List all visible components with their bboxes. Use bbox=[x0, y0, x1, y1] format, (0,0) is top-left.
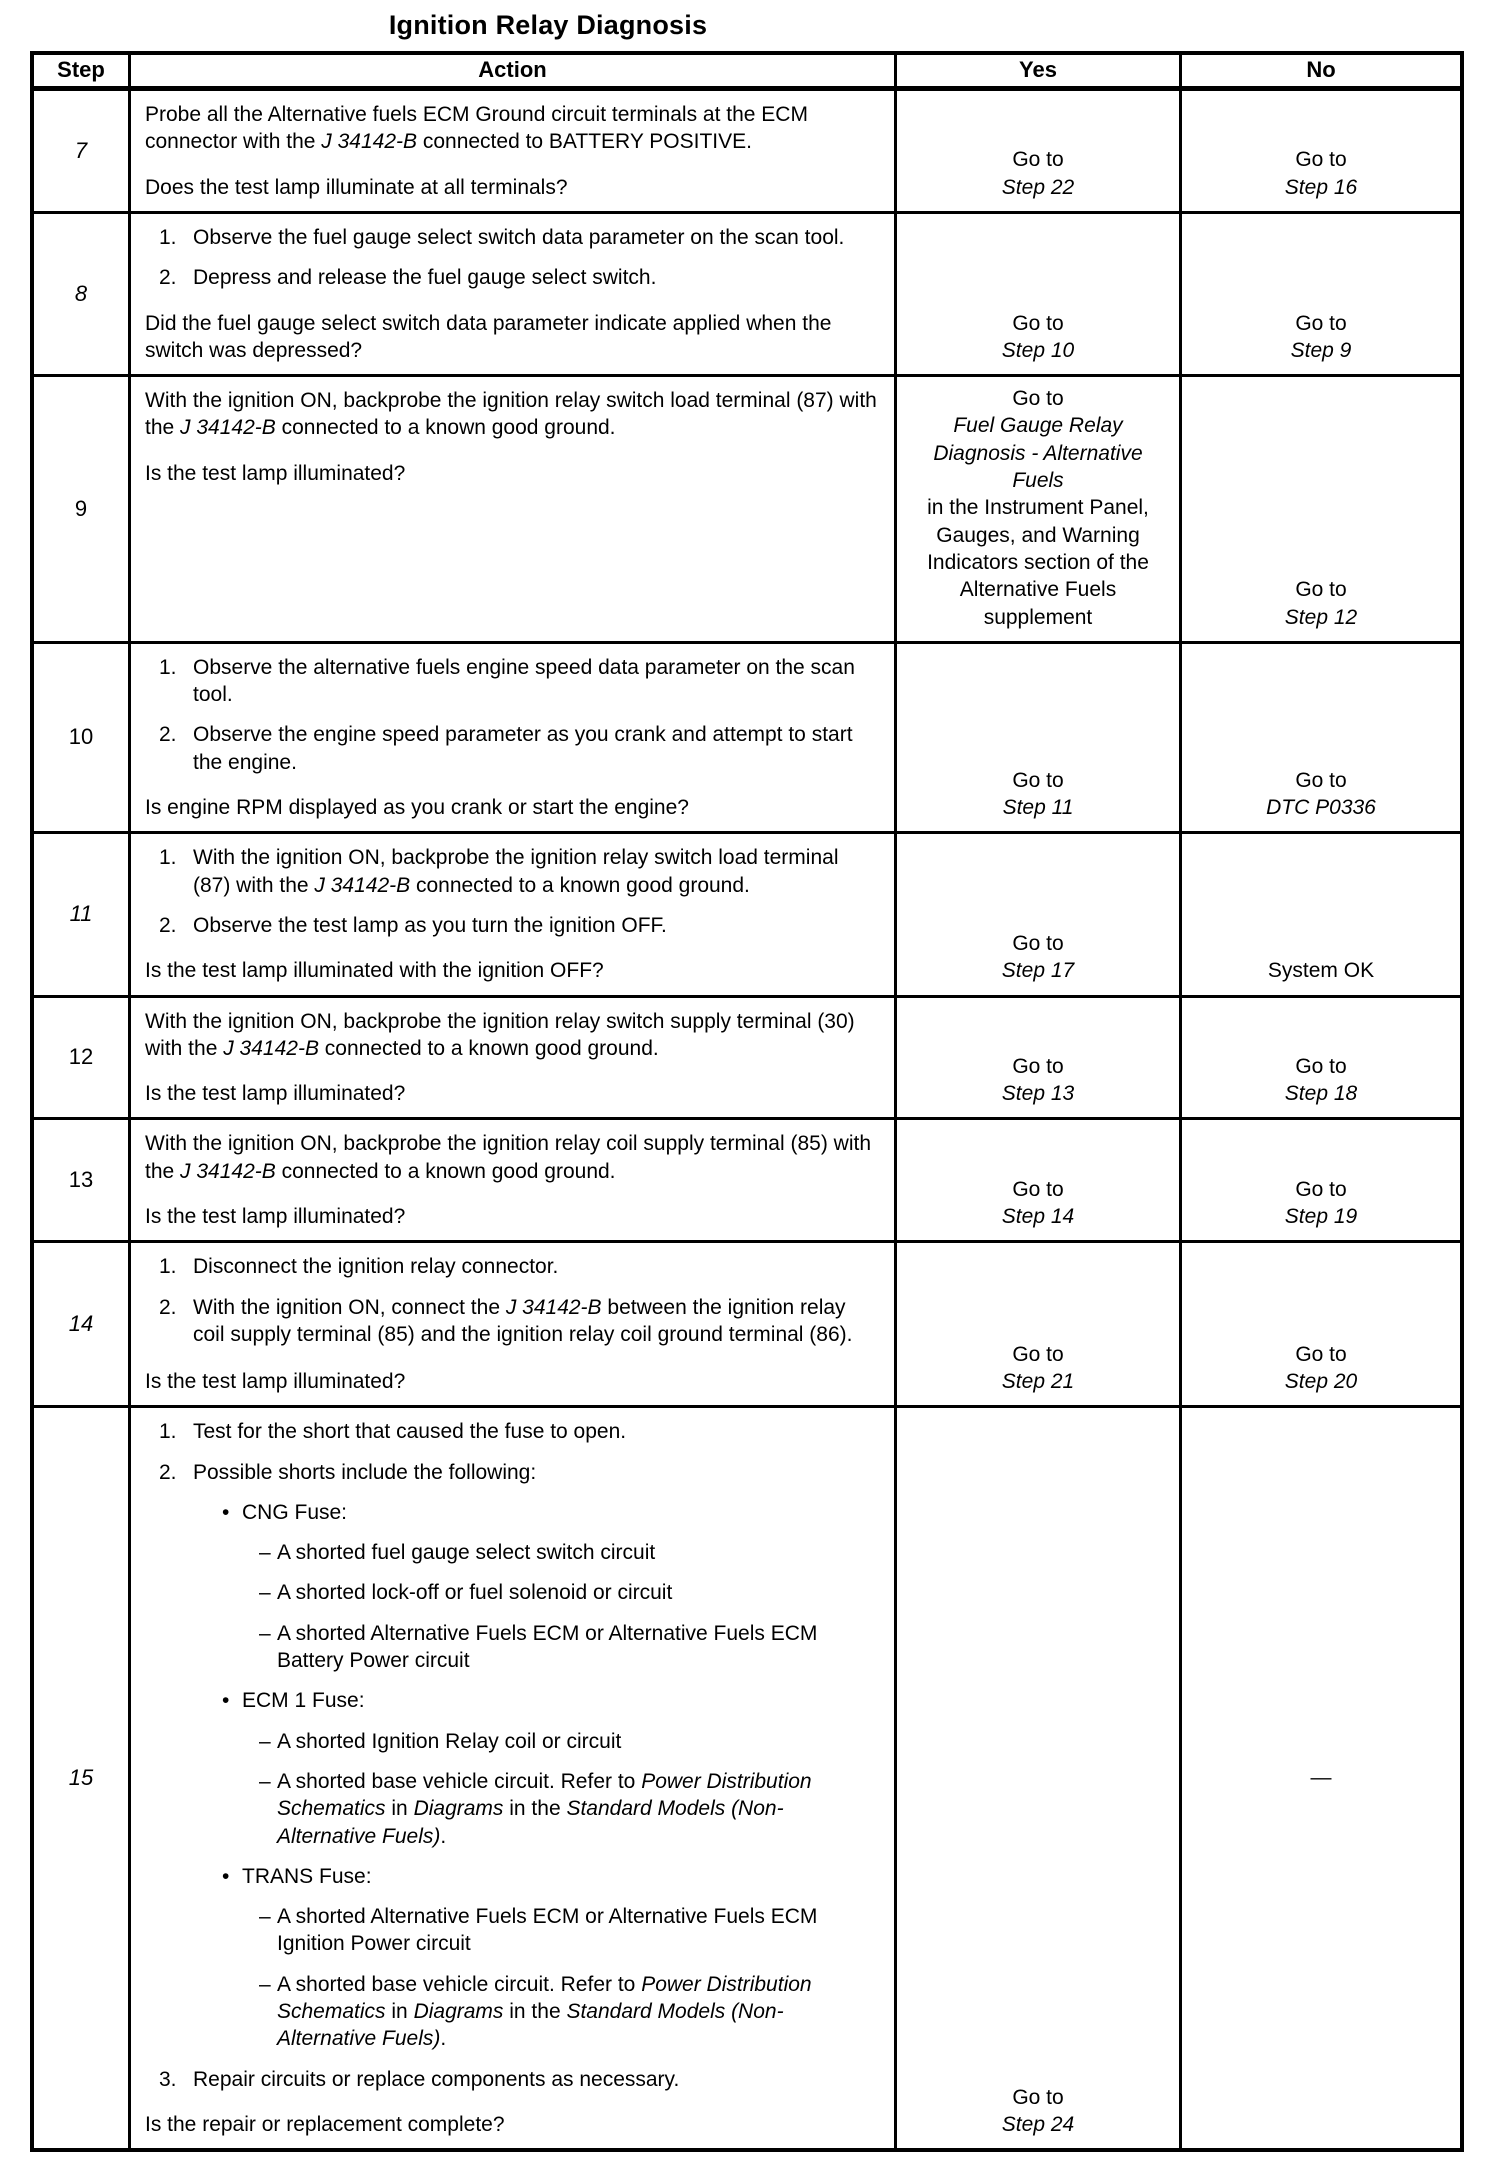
text-segment: connected to a known good ground. bbox=[275, 1159, 616, 1183]
block-text bbox=[193, 844, 880, 899]
text-segment: . bbox=[440, 1824, 447, 1848]
block-text bbox=[277, 1728, 880, 1755]
dash-icon: – bbox=[259, 1729, 271, 1753]
item-number: 1. bbox=[159, 846, 177, 870]
action-cell bbox=[131, 834, 897, 997]
text-segment: Go to bbox=[1295, 1054, 1347, 1078]
text-segment: Observe the engine speed parameter as you crank and attempt to start the engine. bbox=[193, 723, 853, 774]
step-number: 10 bbox=[34, 644, 131, 834]
text-segment: Go to bbox=[1012, 1342, 1064, 1366]
action-block-item bbox=[159, 844, 880, 899]
text-segment: Fuel Gauge Relay Diagnosis - Alternative Fuels bbox=[933, 414, 1143, 493]
bullet-icon: • bbox=[222, 1500, 230, 1524]
text-segment: in bbox=[385, 1797, 414, 1821]
text-segment: J 34142-B bbox=[180, 416, 276, 440]
text-segment: A shorted Alternative Fuels ECM or Alternative Fuels ECM Battery Power circuit bbox=[277, 1621, 818, 1673]
block-text bbox=[193, 2066, 880, 2093]
block-text bbox=[193, 264, 880, 291]
action-cell bbox=[131, 998, 897, 1121]
question-text: Is the repair or replacement complete? bbox=[145, 2112, 505, 2136]
text-segment: Diagrams bbox=[413, 2000, 504, 2024]
text-segment: With the ignition ON, backprobe the ignition relay switch load terminal (87) with the bbox=[145, 389, 877, 440]
action-block-item bbox=[159, 2066, 880, 2093]
action-block-bullet bbox=[222, 1863, 880, 1890]
block-text bbox=[193, 1418, 880, 1445]
action-block-item bbox=[159, 1418, 880, 1445]
no-cell bbox=[1182, 1408, 1460, 2148]
text-segment: Disconnect the ignition relay connector. bbox=[193, 1255, 559, 1279]
col-header-no: No bbox=[1182, 55, 1460, 91]
action-block-dash bbox=[259, 1539, 880, 1566]
item-number: 1. bbox=[159, 225, 177, 249]
text-segment: Step 24 bbox=[1001, 2112, 1075, 2136]
diagnosis-table bbox=[30, 51, 1464, 2152]
page-title: Ignition Relay Diagnosis bbox=[388, 10, 708, 40]
block-text bbox=[277, 1539, 880, 1566]
no-cell bbox=[1182, 834, 1460, 997]
text-segment: Repair circuits or replace components as necessary. bbox=[193, 2067, 680, 2091]
text-segment: connected to a known good ground. bbox=[318, 1036, 659, 1060]
yes-cell bbox=[897, 644, 1182, 834]
block-text bbox=[277, 1971, 880, 2053]
question-text: Does the test lamp illuminate at all terminals? bbox=[145, 175, 568, 199]
text-segment: Go to bbox=[1012, 148, 1064, 172]
text-segment: A shorted lock-off or fuel solenoid or circuit bbox=[277, 1581, 673, 1605]
text-segment: Step 11 bbox=[1002, 796, 1074, 820]
no-cell bbox=[1182, 1120, 1460, 1243]
text-segment: A shorted Alternative Fuels ECM or Alternative Fuels ECM Ignition Power circuit bbox=[277, 1905, 818, 1956]
text-segment: Go to bbox=[1012, 1054, 1064, 1078]
block-text bbox=[193, 654, 880, 709]
block-text bbox=[193, 224, 880, 251]
text-segment: Step 21 bbox=[1001, 1370, 1075, 1393]
text-segment: Step 12 bbox=[1284, 605, 1358, 629]
yes-cell bbox=[897, 377, 1182, 644]
text-segment: Go to bbox=[1012, 311, 1064, 335]
text-segment: between the ignition relay coil supply terminal (85) and the ignition relay coil ground terminal (86). bbox=[193, 1295, 853, 1346]
item-number: 1. bbox=[159, 1255, 177, 1279]
item-number: 1. bbox=[159, 655, 177, 679]
text-segment: Possible shorts include the following: bbox=[193, 1460, 537, 1484]
dash-icon: – bbox=[259, 1972, 271, 1996]
text-segment: Step 14 bbox=[1001, 1205, 1075, 1228]
action-block-item bbox=[159, 654, 880, 709]
action-block-dash bbox=[259, 1620, 880, 1675]
text-segment: connected to a known good ground. bbox=[275, 416, 616, 440]
question-text: Is the test lamp illuminated? bbox=[145, 1082, 406, 1106]
step-number: 14 bbox=[34, 1243, 131, 1408]
item-number: 2. bbox=[159, 723, 177, 747]
question-text: Is engine RPM displayed as you crank or start the engine? bbox=[145, 796, 689, 820]
text-segment: — bbox=[1310, 1765, 1332, 1789]
action-block-dash bbox=[259, 1579, 880, 1606]
text-segment: J 34142-B bbox=[505, 1295, 602, 1319]
text-segment: Test for the short that caused the fuse to open. bbox=[193, 1420, 627, 1444]
block-text bbox=[193, 1253, 880, 1280]
action-block-dash bbox=[259, 1768, 880, 1850]
text-segment: CNG Fuse: bbox=[242, 1500, 348, 1524]
step-number: 9 bbox=[34, 377, 131, 644]
text-segment: Step 13 bbox=[1001, 1082, 1075, 1106]
text-segment: J 34142-B bbox=[321, 130, 417, 154]
text-segment: ECM 1 Fuse: bbox=[242, 1689, 365, 1713]
question-text: Is the test lamp illuminated? bbox=[145, 461, 406, 485]
text-segment: Depress and release the fuel gauge select switch. bbox=[193, 266, 657, 290]
action-block-item bbox=[159, 1459, 880, 1486]
step-number: 15 bbox=[34, 1408, 131, 2148]
text-segment: Standard Models (Non-Alternative Fuels) bbox=[277, 1797, 784, 1848]
text-segment: Step 19 bbox=[1284, 1205, 1358, 1228]
yes-cell bbox=[897, 834, 1182, 997]
text-segment: A shorted base vehicle circuit. Refer to bbox=[277, 1972, 642, 1996]
no-cell bbox=[1182, 644, 1460, 834]
dash-icon: – bbox=[259, 1541, 271, 1565]
text-segment: Standard Models (Non-Alternative Fuels) bbox=[277, 2000, 784, 2051]
action-block-dash bbox=[259, 1971, 880, 2053]
yes-cell bbox=[897, 1243, 1182, 1408]
col-header-yes: Yes bbox=[897, 55, 1182, 91]
text-segment: Step 16 bbox=[1284, 175, 1358, 199]
yes-cell bbox=[897, 998, 1182, 1121]
col-header-action: Action bbox=[131, 55, 897, 91]
step-number: 13 bbox=[34, 1120, 131, 1243]
action-cell bbox=[131, 91, 897, 214]
text-segment: in bbox=[385, 2000, 414, 2024]
text-segment: Observe the test lamp as you turn the ignition OFF. bbox=[193, 913, 667, 937]
question-text: Is the test lamp illuminated? bbox=[145, 1370, 406, 1393]
no-cell bbox=[1182, 1243, 1460, 1408]
bullet-icon: • bbox=[222, 1864, 230, 1888]
step-number: 7 bbox=[34, 91, 131, 214]
text-segment: With the ignition ON, backprobe the ignition relay coil supply terminal (85) with the bbox=[145, 1132, 872, 1183]
item-number: 1. bbox=[159, 1420, 177, 1444]
action-cell bbox=[131, 1408, 897, 2148]
text-segment: With the ignition ON, backprobe the ignition relay switch load terminal (87) with the bbox=[193, 846, 839, 897]
text-segment: . bbox=[440, 2027, 447, 2051]
block-text bbox=[277, 1768, 880, 1850]
text-segment: Step 20 bbox=[1284, 1370, 1358, 1393]
text-segment: J 34142-B bbox=[223, 1036, 319, 1060]
text-segment: Step 10 bbox=[1001, 338, 1075, 362]
text-segment: in the Instrument Panel, Gauges, and Warning Indicators section of the Alternative Fuels supplement bbox=[927, 496, 1149, 629]
no-cell bbox=[1182, 998, 1460, 1121]
block-text bbox=[242, 1687, 880, 1714]
action-block-bullet bbox=[222, 1687, 880, 1714]
item-number: 2. bbox=[159, 913, 177, 937]
text-segment: Go to bbox=[1295, 1177, 1347, 1201]
block-text bbox=[242, 1863, 880, 1890]
dash-icon: – bbox=[259, 1621, 271, 1645]
step-number: 11 bbox=[34, 834, 131, 997]
question-text: Is the test lamp illuminated? bbox=[145, 1205, 406, 1228]
action-block-para bbox=[145, 387, 880, 442]
text-segment: DTC P0336 bbox=[1266, 796, 1376, 820]
text-segment: Go to bbox=[1012, 768, 1064, 792]
text-segment: Go to bbox=[1295, 311, 1347, 335]
text-segment: in the bbox=[503, 1797, 567, 1821]
block-text bbox=[193, 1459, 880, 1486]
no-cell bbox=[1182, 214, 1460, 377]
block-text bbox=[193, 912, 880, 939]
text-segment: Power Distribution Schematics bbox=[277, 1769, 812, 1821]
action-block-para bbox=[145, 1130, 880, 1185]
block-text bbox=[242, 1499, 880, 1526]
step-number: 12 bbox=[34, 998, 131, 1121]
text-segment: connected to BATTERY POSITIVE. bbox=[417, 130, 752, 154]
text-segment: Go to bbox=[1012, 2085, 1064, 2109]
text-segment: Observe the alternative fuels engine speed data parameter on the scan tool. bbox=[193, 655, 855, 707]
text-segment: System OK bbox=[1267, 959, 1375, 983]
block-text bbox=[193, 1294, 880, 1349]
action-block-item bbox=[159, 1294, 880, 1349]
text-segment: in the bbox=[503, 2000, 567, 2024]
action-cell bbox=[131, 214, 897, 377]
yes-cell bbox=[897, 214, 1182, 377]
item-number: 2. bbox=[159, 1295, 177, 1319]
question-text: Is the test lamp illuminated with the ignition OFF? bbox=[145, 959, 604, 983]
action-block-para bbox=[145, 1008, 880, 1063]
action-cell bbox=[131, 644, 897, 834]
text-segment: A shorted base vehicle circuit. Refer to bbox=[277, 1769, 642, 1793]
action-block-para bbox=[145, 101, 880, 156]
text-segment: A shorted fuel gauge select switch circuit bbox=[277, 1541, 656, 1565]
text-segment: Step 22 bbox=[1001, 175, 1075, 199]
text-segment: Go to bbox=[1295, 578, 1347, 602]
text-segment: Go to bbox=[1295, 148, 1347, 172]
action-block-item bbox=[159, 1253, 880, 1280]
text-segment: With the ignition ON, backprobe the ignition relay switch supply terminal (30) with the bbox=[145, 1009, 855, 1060]
text-segment: connected to a known good ground. bbox=[410, 873, 750, 897]
action-block-item bbox=[159, 912, 880, 939]
text-segment: Observe the fuel gauge select switch data parameter on the scan tool. bbox=[193, 225, 845, 249]
text-segment: Probe all the Alternative fuels ECM Ground circuit terminals at the ECM connector with the bbox=[145, 103, 808, 154]
document-page bbox=[30, 8, 1504, 2152]
question-text: Did the fuel gauge select switch data parameter indicate applied when the switch was depressed? bbox=[145, 311, 832, 362]
yes-cell bbox=[897, 91, 1182, 214]
no-cell bbox=[1182, 91, 1460, 214]
action-block-item bbox=[159, 224, 880, 251]
col-header-step: Step bbox=[34, 55, 131, 91]
text-segment: Power Distribution Schematics bbox=[277, 1972, 812, 2024]
bullet-icon: • bbox=[222, 1689, 230, 1713]
no-cell bbox=[1182, 377, 1460, 644]
text-segment: Step 9 bbox=[1290, 338, 1352, 362]
action-cell bbox=[131, 377, 897, 644]
dash-icon: – bbox=[259, 1905, 271, 1929]
text-segment: TRANS Fuse: bbox=[242, 1864, 372, 1888]
block-text bbox=[193, 721, 880, 776]
text-segment: J 34142-B bbox=[180, 1159, 276, 1183]
text-segment: Diagrams bbox=[413, 1797, 504, 1821]
text-segment: Go to bbox=[1295, 1342, 1347, 1366]
item-number: 3. bbox=[159, 2067, 177, 2091]
yes-cell bbox=[897, 1408, 1182, 2148]
block-text bbox=[277, 1620, 880, 1675]
step-number: 8 bbox=[34, 214, 131, 377]
text-segment: Step 17 bbox=[1001, 959, 1075, 983]
action-cell bbox=[131, 1243, 897, 1408]
text-segment: Go to bbox=[1012, 387, 1064, 411]
dash-icon: – bbox=[259, 1581, 271, 1605]
block-text bbox=[277, 1579, 880, 1606]
yes-cell bbox=[897, 1120, 1182, 1243]
text-segment: Go to bbox=[1012, 1177, 1064, 1201]
text-segment: J 34142-B bbox=[314, 873, 411, 897]
dash-icon: – bbox=[259, 1769, 271, 1793]
text-segment: A shorted Ignition Relay coil or circuit bbox=[277, 1729, 622, 1753]
text-segment: Step 18 bbox=[1284, 1082, 1358, 1106]
action-block-item bbox=[159, 264, 880, 291]
action-block-bullet bbox=[222, 1499, 880, 1526]
text-segment: Go to bbox=[1295, 768, 1347, 792]
action-cell bbox=[131, 1120, 897, 1243]
item-number: 2. bbox=[159, 1460, 177, 1484]
action-block-dash bbox=[259, 1728, 880, 1755]
action-block-item bbox=[159, 721, 880, 776]
text-segment: With the ignition ON, connect the bbox=[193, 1295, 506, 1319]
item-number: 2. bbox=[159, 266, 177, 290]
text-segment: Go to bbox=[1012, 931, 1064, 955]
